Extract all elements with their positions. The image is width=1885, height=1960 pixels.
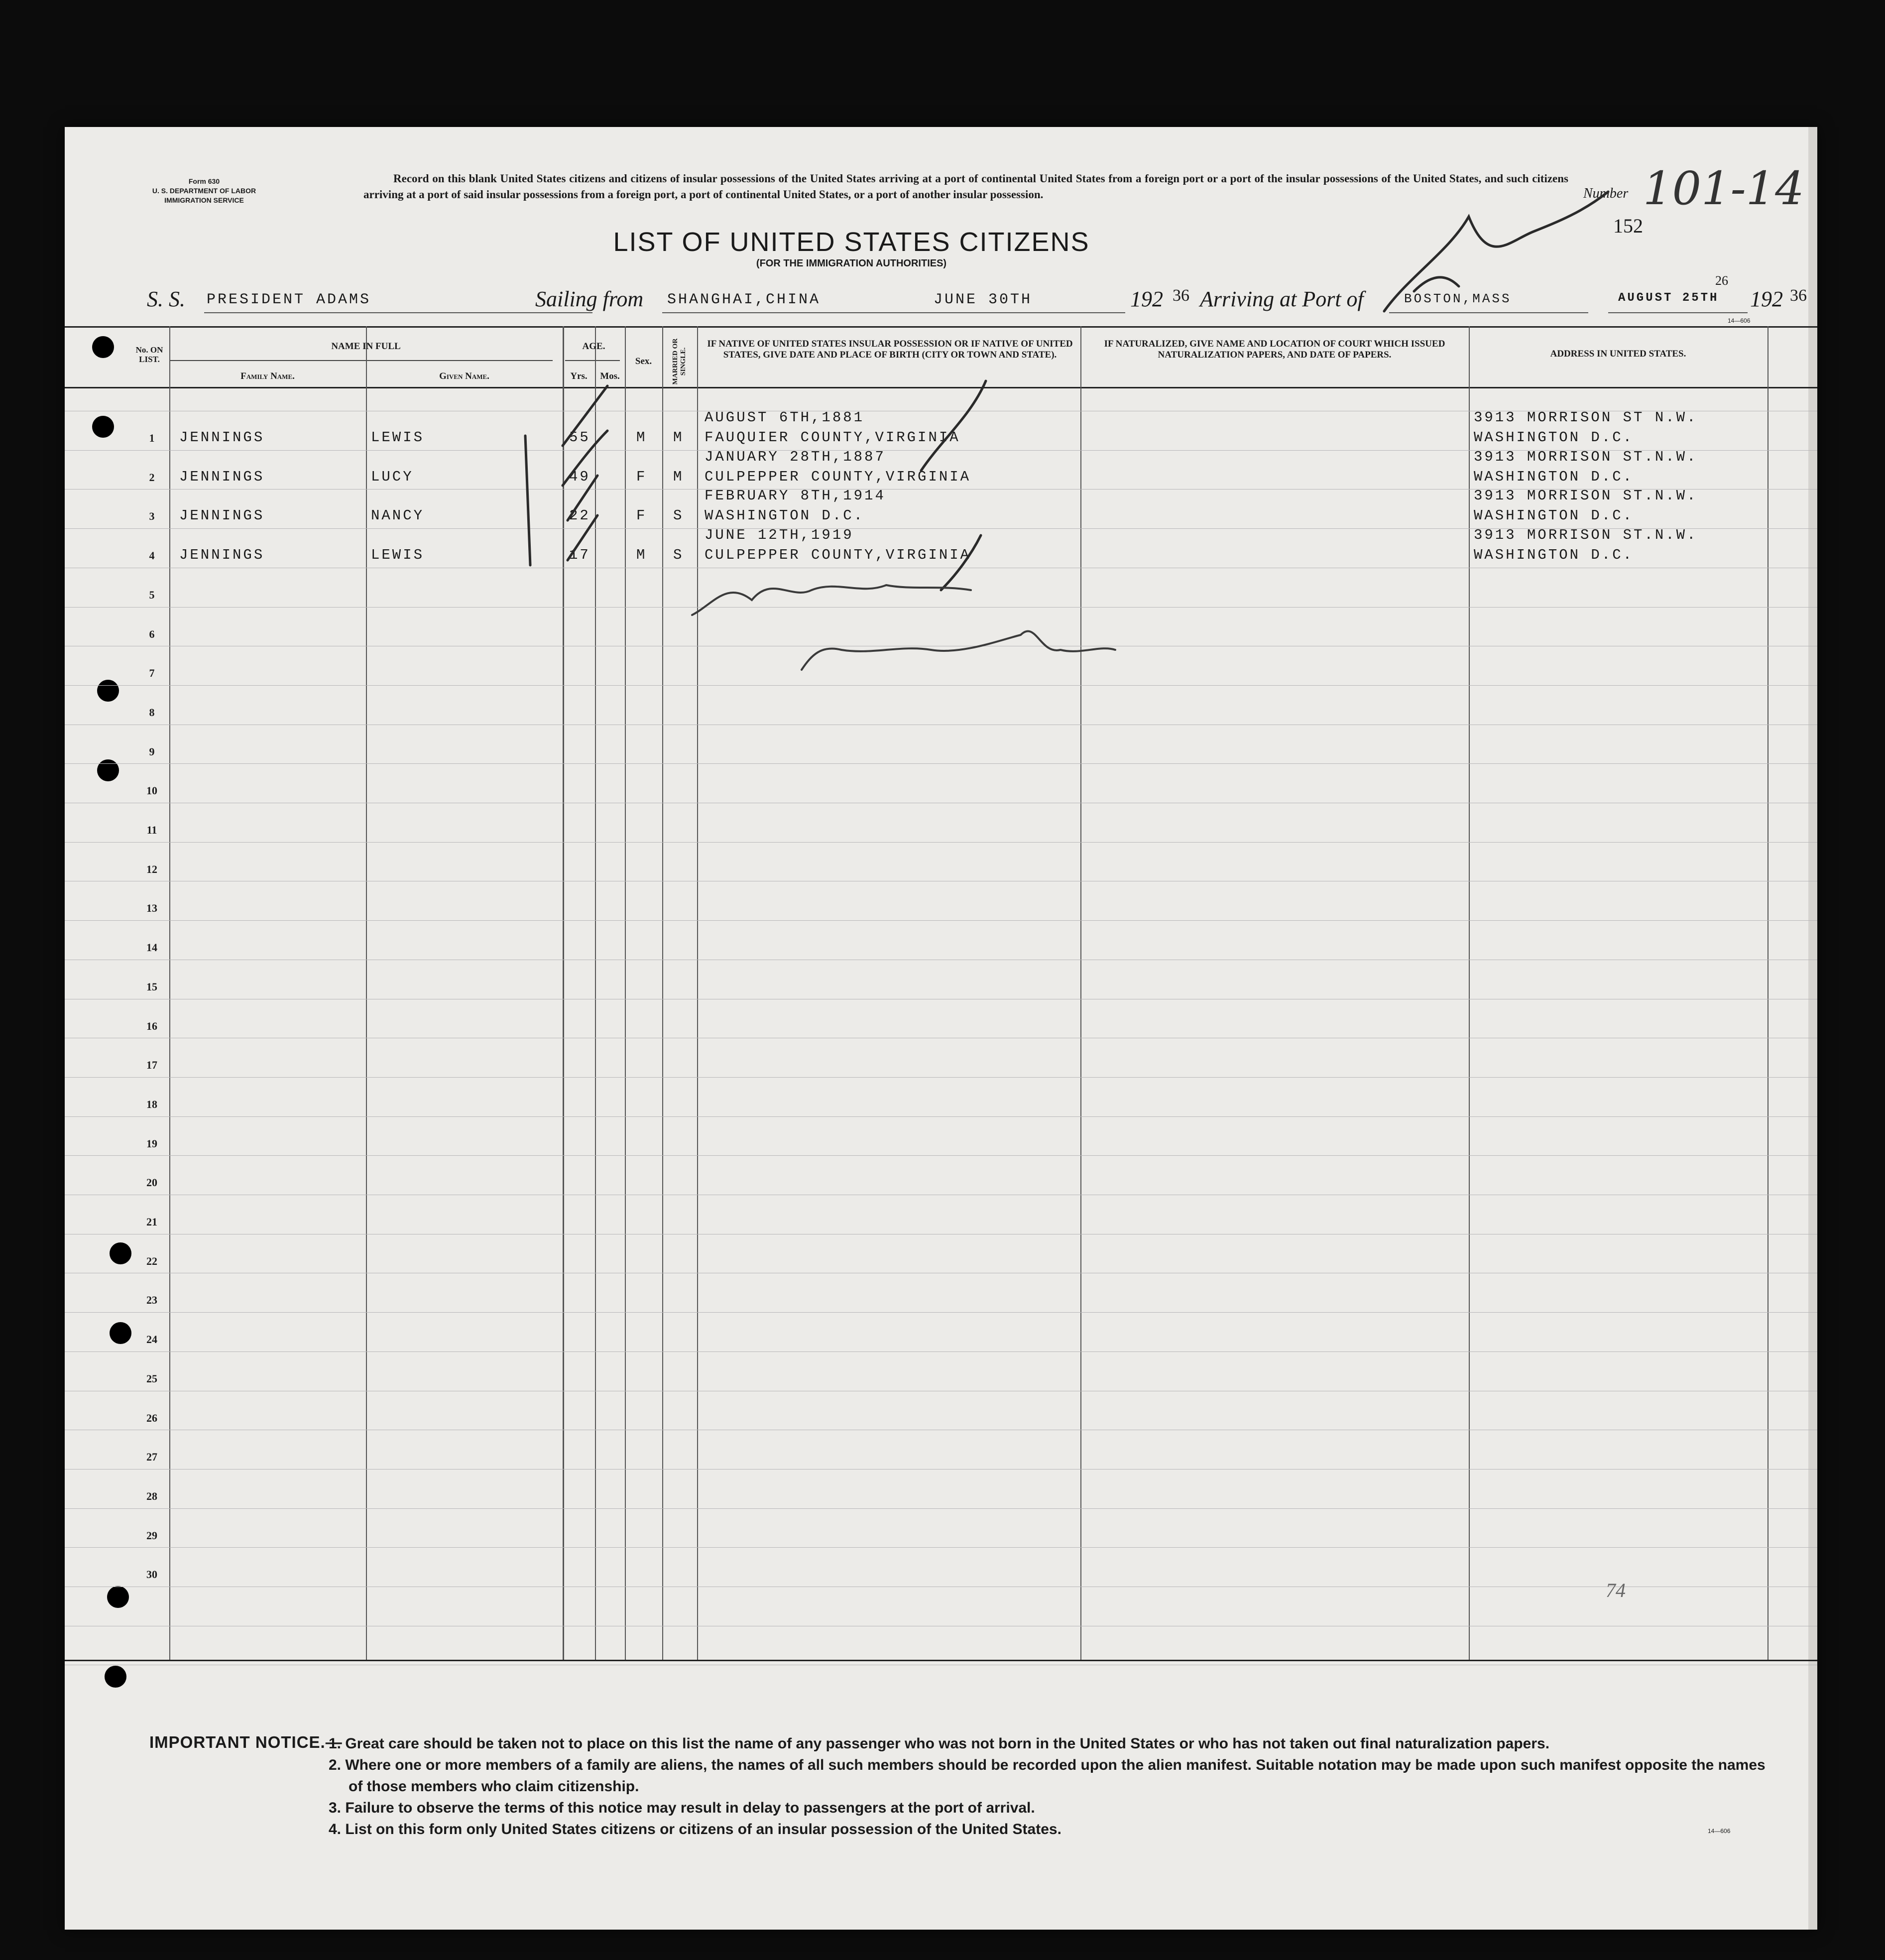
form-code-top: 14—606	[1728, 317, 1751, 324]
check-mark	[941, 535, 981, 590]
notice-item: 4. List on this form only United States citizens or citizens of an insular possession of the United States.	[329, 1821, 1061, 1838]
address-city-cell: WASHINGTON D.C.	[1474, 507, 1634, 524]
inspector-signature	[802, 631, 1115, 670]
page-title: LIST OF UNITED STATES CITIZENS	[613, 227, 1090, 257]
vertical-tick	[525, 436, 530, 565]
given-name-cell: LEWIS	[371, 547, 425, 564]
birth-date-cell: JANUARY 28TH,1887	[705, 448, 886, 465]
row-number: 27	[146, 1451, 157, 1464]
col-header-address: ADDRESS IN UNITED STATES.	[1550, 349, 1686, 359]
row-number: 28	[146, 1489, 157, 1502]
birth-place-cell: CULPEPPER COUNTY,VIRGINIA	[705, 547, 971, 564]
birth-place-cell: WASHINGTON D.C.	[705, 507, 865, 524]
notice-heading: IMPORTANT NOTICE.—	[149, 1733, 343, 1751]
form-number: Form 630	[188, 177, 220, 185]
row-number: 10	[146, 784, 157, 797]
given-name-cell: LUCY	[371, 468, 414, 485]
notice-item: 3. Failure to observe the terms of this notice may result in delay to passengers at the port of arrival.	[329, 1800, 1035, 1816]
col-header-age: AGE.	[582, 341, 605, 352]
col-header-yrs: Yrs.	[570, 371, 588, 381]
form-code-bottom: 14—606	[1708, 1828, 1731, 1835]
address-city-cell: WASHINGTON D.C.	[1474, 547, 1634, 564]
department-name: U. S. DEPARTMENT OF LABOR	[152, 187, 256, 195]
given-name-cell: LEWIS	[371, 429, 425, 446]
address-city-cell: WASHINGTON D.C.	[1474, 468, 1634, 485]
marital-status-cell: S	[673, 547, 684, 564]
sailing-year-suffix: 36	[1173, 286, 1189, 305]
arrival-year-prefix: 192	[1750, 287, 1783, 311]
sailing-port: SHANGHAI,CHINA	[667, 291, 821, 308]
birth-date-cell: AUGUST 6TH,1881	[705, 409, 865, 426]
given-name-cell: NANCY	[371, 507, 425, 524]
row-number: 8	[149, 706, 155, 719]
row-number: 16	[146, 1019, 157, 1032]
address-city-cell: WASHINGTON D.C.	[1474, 429, 1634, 446]
row-number: 17	[146, 1059, 157, 1072]
sex-cell: F	[636, 468, 647, 485]
page-subtitle: (FOR THE IMMIGRATION AUTHORITIES)	[756, 258, 947, 269]
handwriting-overlay	[65, 127, 1817, 1930]
stamp-number: 152	[1613, 215, 1643, 237]
row-number: 26	[146, 1411, 157, 1424]
row-number: 15	[146, 980, 157, 993]
number-value: 101-14	[1643, 162, 1804, 215]
sex-cell: F	[636, 507, 647, 524]
ss-label: S. S.	[147, 287, 185, 311]
age-years-cell: 22	[569, 507, 590, 524]
row-number: 1	[149, 432, 155, 444]
marital-status-cell: S	[673, 507, 684, 524]
row-number: 23	[146, 1294, 157, 1307]
row-number: 7	[149, 667, 155, 680]
arrival-date: AUGUST 25TH	[1618, 291, 1719, 305]
family-name-cell: JENNINGS	[179, 547, 265, 564]
row-number: 12	[146, 862, 157, 875]
row-number: 9	[149, 745, 155, 758]
arrival-year-suffix: 36	[1790, 286, 1807, 305]
col-header-number: No. ON LIST.	[135, 345, 163, 364]
sailing-year-prefix: 192	[1130, 287, 1163, 311]
arriving-label: Arriving at Port of	[1200, 287, 1364, 311]
sailing-date: JUNE 30TH	[934, 291, 1033, 308]
row-number: 19	[146, 1137, 157, 1150]
form-instructions: Record on this blank United States citizens and citizens of insular possessions of the United States arriving at a port of continental United States from a foreign port or a port of the insular possessions of the United States, and such citizens arriving at a port of said insular possessions from a foreign port, a port of continental United States, or a port of another insular possession.	[363, 172, 1568, 201]
service-name: IMMIGRATION SERVICE	[164, 196, 244, 204]
birth-place-cell: CULPEPPER COUNTY,VIRGINIA	[705, 468, 971, 485]
arrival-port: BOSTON,MASS	[1404, 291, 1512, 306]
row-number: 24	[146, 1333, 157, 1346]
row-number: 3	[149, 510, 155, 523]
age-years-cell: 55	[569, 429, 590, 446]
arrival-date-correction: 26	[1715, 273, 1728, 288]
family-name-cell: JENNINGS	[179, 468, 265, 485]
row-number: 18	[146, 1098, 157, 1110]
birth-date-cell: FEBRUARY 8TH,1914	[705, 488, 886, 504]
notice-item: 2. Where one or more members of a family are aliens, the names of all such members should be recorded upon the alien manifest. Suitable notation may be made upon such manifest opposite the names of those members who claim citizenship.	[329, 1757, 1766, 1795]
margin-note: 74	[1606, 1579, 1626, 1601]
row-number: 20	[146, 1176, 157, 1189]
col-header-sex: Sex.	[635, 356, 652, 367]
row-number: 4	[149, 549, 155, 562]
marital-status-cell: M	[673, 468, 684, 485]
col-header-native: IF NATIVE OF UNITED STATES INSULAR POSSESSION OR IF NATIVE OF UNITED STATES, GIVE DATE AND PLACE OF BIRTH (CITY OR TOWN AND STATE).	[707, 339, 1073, 360]
check-mark	[568, 515, 597, 560]
sailing-label: Sailing from	[535, 287, 644, 311]
inspector-signature	[692, 585, 971, 615]
row-number: 2	[149, 471, 155, 484]
notice-item: 1. Great care should be taken not to place on this list the name of any passenger who was not born in the United States or who has not taken out final naturalization papers.	[329, 1735, 1550, 1752]
row-number: 13	[146, 902, 157, 915]
number-label: Number	[1583, 186, 1629, 201]
address-street-cell: 3913 MORRISON ST.N.W.	[1474, 488, 1698, 504]
row-number: 30	[146, 1568, 157, 1581]
row-number: 14	[146, 941, 157, 954]
col-header-family: Family Name.	[240, 371, 295, 381]
col-header-marital: MARRIED OR SINGLE.	[672, 338, 687, 385]
row-number: 5	[149, 588, 155, 601]
family-name-cell: JENNINGS	[179, 429, 265, 446]
manifest-page	[65, 127, 1817, 1930]
ship-name: PRESIDENT ADAMS	[207, 291, 371, 308]
check-mark	[563, 431, 607, 486]
age-years-cell: 17	[569, 547, 590, 564]
row-number: 25	[146, 1372, 157, 1385]
address-street-cell: 3913 MORRISON ST N.W.	[1474, 409, 1698, 426]
col-header-name: NAME IN FULL	[331, 341, 401, 352]
address-street-cell: 3913 MORRISON ST.N.W.	[1474, 527, 1698, 544]
col-header-mos: Mos.	[600, 371, 620, 381]
row-number: 11	[146, 824, 157, 836]
birth-place-cell: FAUQUIER COUNTY,VIRGINIA	[705, 429, 960, 446]
check-mark	[568, 476, 597, 520]
row-number: 22	[146, 1254, 157, 1267]
col-header-given: Given Name.	[439, 371, 489, 381]
family-name-cell: JENNINGS	[179, 507, 265, 524]
age-years-cell: 49	[569, 468, 590, 485]
sex-cell: M	[636, 429, 647, 446]
row-number: 29	[146, 1529, 157, 1542]
row-number: 6	[149, 627, 155, 640]
signature-scrawl	[1384, 192, 1608, 311]
col-header-naturalized: IF NATURALIZED, GIVE NAME AND LOCATION OF COURT WHICH ISSUED NATURALIZATION PAPERS, AND DATE OF PAPERS.	[1104, 339, 1445, 360]
address-street-cell: 3913 MORRISON ST.N.W.	[1474, 448, 1698, 465]
marital-status-cell: M	[673, 429, 684, 446]
signature-scrawl	[1414, 277, 1459, 291]
birth-date-cell: JUNE 12TH,1919	[705, 527, 854, 544]
check-mark	[921, 381, 986, 471]
row-number: 21	[146, 1216, 157, 1228]
sex-cell: M	[636, 547, 647, 564]
